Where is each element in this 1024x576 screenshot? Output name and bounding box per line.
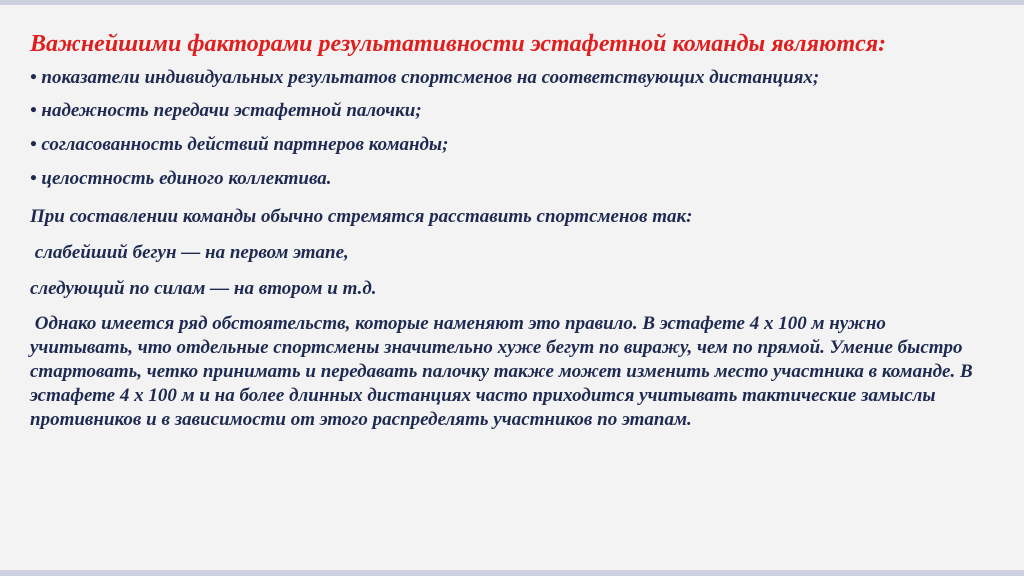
- bottom-border: [0, 570, 1024, 576]
- slide-heading: Важнейшими факторами результативности эстафетной команды являются:: [30, 31, 887, 57]
- top-border: [0, 0, 1024, 5]
- order-line: слабейший бегун — на первом этапе,: [30, 242, 349, 263]
- intro-text: При составлении команды обычно стремятся расставить спортсменов так:: [30, 206, 693, 227]
- slide-content: [30, 30, 990, 432]
- bullet-item: • надежность передачи эстафетной палочки;: [30, 100, 422, 121]
- order-line: следующий по силам — на втором и т.д.: [30, 278, 377, 299]
- bullet-item: • показатели индивидуальных результатов спортсменов на соответствующих дистанциях;: [30, 67, 820, 88]
- bullet-item: • целостность единого коллектива.: [30, 168, 332, 189]
- bullet-item: • согласованность действий партнеров команды;: [30, 134, 449, 155]
- closing-paragraph: Однако имеется ряд обстоятельств, которые наменяют это правило. В эстафете 4 х 100 м нужно учитывать, что отдельные спортсмены значительно хуже бегут по виражу, чем по прямой. Умение быстро стартовать, четко принимать и передавать палочку также может изменить место участника в команде. В эстафете 4 х 100 м и на более длинных дистанциях часто приходится учитывать тактические замыслы противников и в зависимости от этого распределять участников по этапам.: [30, 313, 978, 430]
